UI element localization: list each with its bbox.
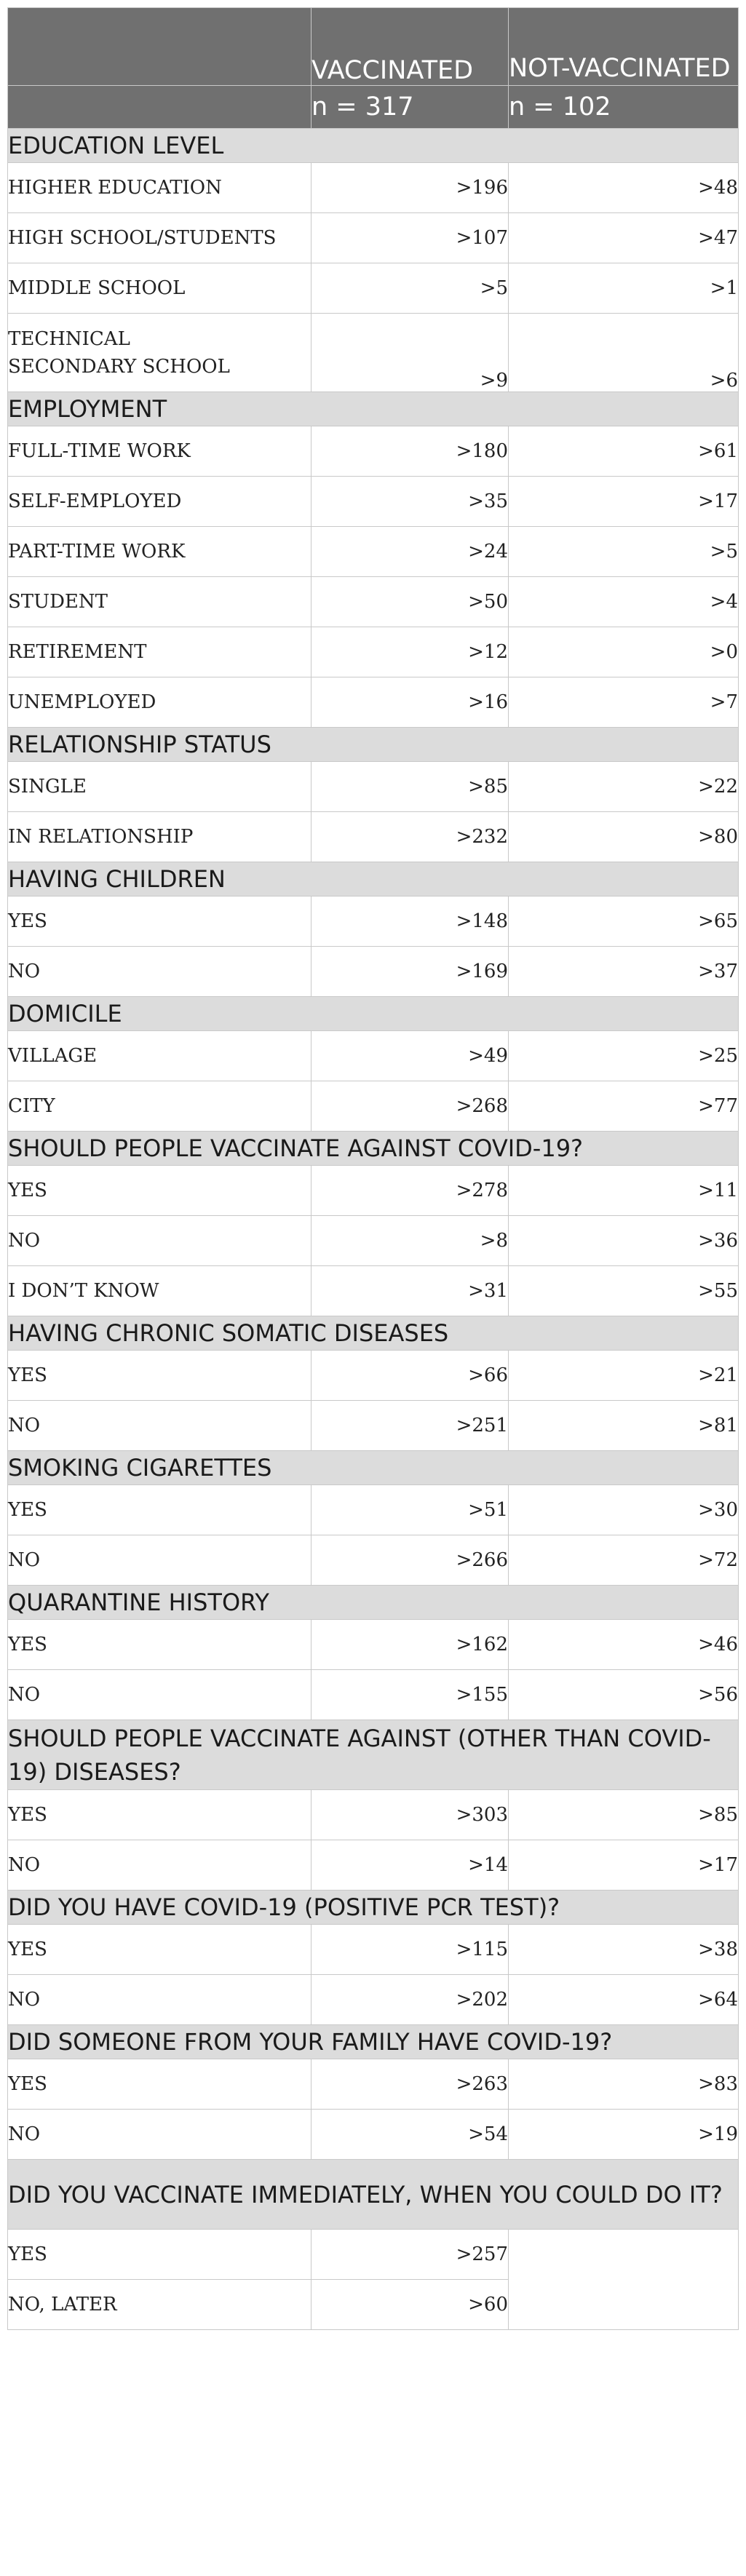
not-vaccinated-value: >47 (509, 213, 739, 263)
table-row (8, 1790, 739, 1840)
table-row (8, 1031, 739, 1081)
not-vaccinated-value: >6 (509, 314, 739, 392)
header-not-vaccinated: NOT-VACCINATED (509, 8, 739, 86)
section-title: RELATIONSHIP STATUS (8, 728, 739, 762)
vaccinated-value: >169 (312, 947, 509, 997)
table-row (8, 1351, 739, 1401)
section-title: DID YOU HAVE COVID-19 (POSITIVE PCR TEST)? (8, 1891, 739, 1925)
table-row (8, 426, 739, 477)
section-header (8, 129, 739, 163)
vaccinated-value: >202 (312, 1975, 509, 2025)
not-vaccinated-value: >36 (509, 1216, 739, 1266)
table-row (8, 263, 739, 314)
row-label: UNEMPLOYED (8, 677, 312, 728)
row-label: PART-TIME WORK (8, 527, 312, 577)
table-row (8, 577, 739, 627)
not-vaccinated-value: >11 (509, 1166, 739, 1216)
vaccinated-value: >268 (312, 1081, 509, 1132)
table-row (8, 762, 739, 812)
not-vaccinated-value: >1 (509, 263, 739, 314)
table-row (8, 314, 739, 392)
section-header (8, 1316, 739, 1351)
vaccinated-value: >180 (312, 426, 509, 477)
vaccinated-value: >196 (312, 163, 509, 213)
table-header (8, 8, 739, 129)
row-label: TECHNICAL SECONDARY SCHOOL (8, 314, 312, 392)
vaccinated-value: >54 (312, 2110, 509, 2160)
table-row (8, 1216, 739, 1266)
section-title: DID YOU VACCINATE IMMEDIATELY, WHEN YOU COULD DO IT? (8, 2160, 739, 2230)
section-title: SMOKING CIGARETTES (8, 1451, 739, 1485)
not-vaccinated-value: >0 (509, 627, 739, 677)
row-label: NO (8, 1216, 312, 1266)
section-title: HAVING CHILDREN (8, 862, 739, 897)
row-label: YES (8, 2059, 312, 2110)
vaccinated-value: >115 (312, 1925, 509, 1975)
table-row (8, 163, 739, 213)
section-title: EMPLOYMENT (8, 392, 739, 426)
vaccinated-value: >66 (312, 1351, 509, 1401)
not-vaccinated-value: >61 (509, 426, 739, 477)
header-vaccinated: VACCINATED (312, 8, 509, 86)
not-vaccinated-value: >21 (509, 1351, 739, 1401)
section-header (8, 1720, 739, 1790)
table-row (8, 897, 739, 947)
vaccinated-value: >24 (312, 527, 509, 577)
table-row (8, 1840, 739, 1891)
row-label: NO (8, 1401, 312, 1451)
table-row (8, 677, 739, 728)
table-row (8, 213, 739, 263)
vaccinated-value: >35 (312, 477, 509, 527)
row-label: SELF-EMPLOYED (8, 477, 312, 527)
not-vaccinated-value: >83 (509, 2059, 739, 2110)
header-blank-cell (8, 86, 312, 129)
row-label: YES (8, 1485, 312, 1535)
row-label: NO (8, 2110, 312, 2160)
vaccinated-value: >155 (312, 1670, 509, 1720)
not-vaccinated-value: >19 (509, 2110, 739, 2160)
header-blank-cell (8, 8, 312, 86)
table-row (8, 1620, 739, 1670)
row-label: FULL-TIME WORK (8, 426, 312, 477)
row-label: YES (8, 2230, 312, 2280)
table-body (8, 129, 739, 2330)
header-n-not-vaccinated: n = 102 (509, 86, 739, 129)
vaccinated-value: >278 (312, 1166, 509, 1216)
table-row (8, 2230, 739, 2280)
row-label: YES (8, 1166, 312, 1216)
not-vaccinated-value: >56 (509, 1670, 739, 1720)
not-vaccinated-value: >4 (509, 577, 739, 627)
table-row (8, 947, 739, 997)
section-title: QUARANTINE HISTORY (8, 1586, 739, 1620)
vaccinated-value: >31 (312, 1266, 509, 1316)
row-label: NO (8, 1975, 312, 2025)
section-header (8, 862, 739, 897)
not-vaccinated-value: >85 (509, 1790, 739, 1840)
header-n-vaccinated: n = 317 (312, 86, 509, 129)
table-row (8, 1975, 739, 2025)
row-label: CITY (8, 1081, 312, 1132)
results-table (7, 7, 739, 2330)
row-label: YES (8, 1925, 312, 1975)
section-header (8, 997, 739, 1031)
vaccinated-value: >51 (312, 1485, 509, 1535)
row-label: MIDDLE SCHOOL (8, 263, 312, 314)
table-row (8, 1670, 739, 1720)
not-vaccinated-value: >72 (509, 1535, 739, 1586)
section-header (8, 2160, 739, 2230)
table-row (8, 477, 739, 527)
row-label: NO, LATER (8, 2280, 312, 2330)
table-row (8, 2110, 739, 2160)
not-vaccinated-value: >7 (509, 677, 739, 728)
row-label: SINGLE (8, 762, 312, 812)
not-vaccinated-value: >5 (509, 527, 739, 577)
not-vaccinated-value: >55 (509, 1266, 739, 1316)
not-vaccinated-value: >46 (509, 1620, 739, 1670)
row-label: YES (8, 1620, 312, 1670)
section-header (8, 728, 739, 762)
section-title: EDUCATION LEVEL (8, 129, 739, 163)
table-row (8, 1266, 739, 1316)
not-vaccinated-empty-cell (509, 2230, 739, 2330)
not-vaccinated-value: >17 (509, 1840, 739, 1891)
vaccinated-value: >49 (312, 1031, 509, 1081)
section-title: SHOULD PEOPLE VACCINATE AGAINST (OTHER THAN COVID-19) DISEASES? (8, 1720, 739, 1790)
vaccinated-value: >107 (312, 213, 509, 263)
section-title: HAVING CHRONIC SOMATIC DISEASES (8, 1316, 739, 1351)
table-row (8, 1535, 739, 1586)
table-row (8, 2059, 739, 2110)
row-label: NO (8, 1535, 312, 1586)
table-row (8, 1925, 739, 1975)
row-label: NO (8, 1840, 312, 1891)
section-title: DOMICILE (8, 997, 739, 1031)
section-header (8, 1451, 739, 1485)
vaccinated-value: >303 (312, 1790, 509, 1840)
vaccinated-value: >50 (312, 577, 509, 627)
not-vaccinated-value: >65 (509, 897, 739, 947)
table-row (8, 1401, 739, 1451)
section-title: SHOULD PEOPLE VACCINATE AGAINST COVID-19? (8, 1132, 739, 1166)
table-row (8, 1485, 739, 1535)
table-row (8, 812, 739, 862)
not-vaccinated-value: >37 (509, 947, 739, 997)
section-title: DID SOMEONE FROM YOUR FAMILY HAVE COVID-19? (8, 2025, 739, 2059)
not-vaccinated-value: >38 (509, 1925, 739, 1975)
section-header (8, 1132, 739, 1166)
not-vaccinated-value: >77 (509, 1081, 739, 1132)
not-vaccinated-value: >25 (509, 1031, 739, 1081)
row-label: HIGHER EDUCATION (8, 163, 312, 213)
vaccinated-value: >16 (312, 677, 509, 728)
row-label: NO (8, 1670, 312, 1720)
vaccinated-value: >232 (312, 812, 509, 862)
row-label: HIGH SCHOOL/STUDENTS (8, 213, 312, 263)
vaccinated-value: >85 (312, 762, 509, 812)
row-label: IN RELATIONSHIP (8, 812, 312, 862)
vaccinated-value: >9 (312, 314, 509, 392)
vaccinated-value: >162 (312, 1620, 509, 1670)
vaccinated-value: >5 (312, 263, 509, 314)
section-header (8, 2025, 739, 2059)
vaccinated-value: >266 (312, 1535, 509, 1586)
not-vaccinated-value: >17 (509, 477, 739, 527)
row-label: VILLAGE (8, 1031, 312, 1081)
not-vaccinated-value: >80 (509, 812, 739, 862)
not-vaccinated-value: >22 (509, 762, 739, 812)
row-label: NO (8, 947, 312, 997)
section-header (8, 1586, 739, 1620)
vaccinated-value: >8 (312, 1216, 509, 1266)
vaccinated-value: >60 (312, 2280, 509, 2330)
row-label: STUDENT (8, 577, 312, 627)
vaccinated-value: >14 (312, 1840, 509, 1891)
vaccinated-value: >148 (312, 897, 509, 947)
table-row (8, 527, 739, 577)
row-label: YES (8, 1790, 312, 1840)
vaccinated-value: >12 (312, 627, 509, 677)
vaccinated-value: >257 (312, 2230, 509, 2280)
not-vaccinated-value: >30 (509, 1485, 739, 1535)
table-row (8, 627, 739, 677)
section-header (8, 1891, 739, 1925)
table-row (8, 1166, 739, 1216)
not-vaccinated-value: >64 (509, 1975, 739, 2025)
vaccinated-value: >263 (312, 2059, 509, 2110)
row-label: YES (8, 1351, 312, 1401)
vaccinated-value: >251 (312, 1401, 509, 1451)
table-row (8, 1081, 739, 1132)
not-vaccinated-value: >81 (509, 1401, 739, 1451)
row-label: I DON’T KNOW (8, 1266, 312, 1316)
section-header (8, 392, 739, 426)
row-label: RETIREMENT (8, 627, 312, 677)
not-vaccinated-value: >48 (509, 163, 739, 213)
row-label: YES (8, 897, 312, 947)
